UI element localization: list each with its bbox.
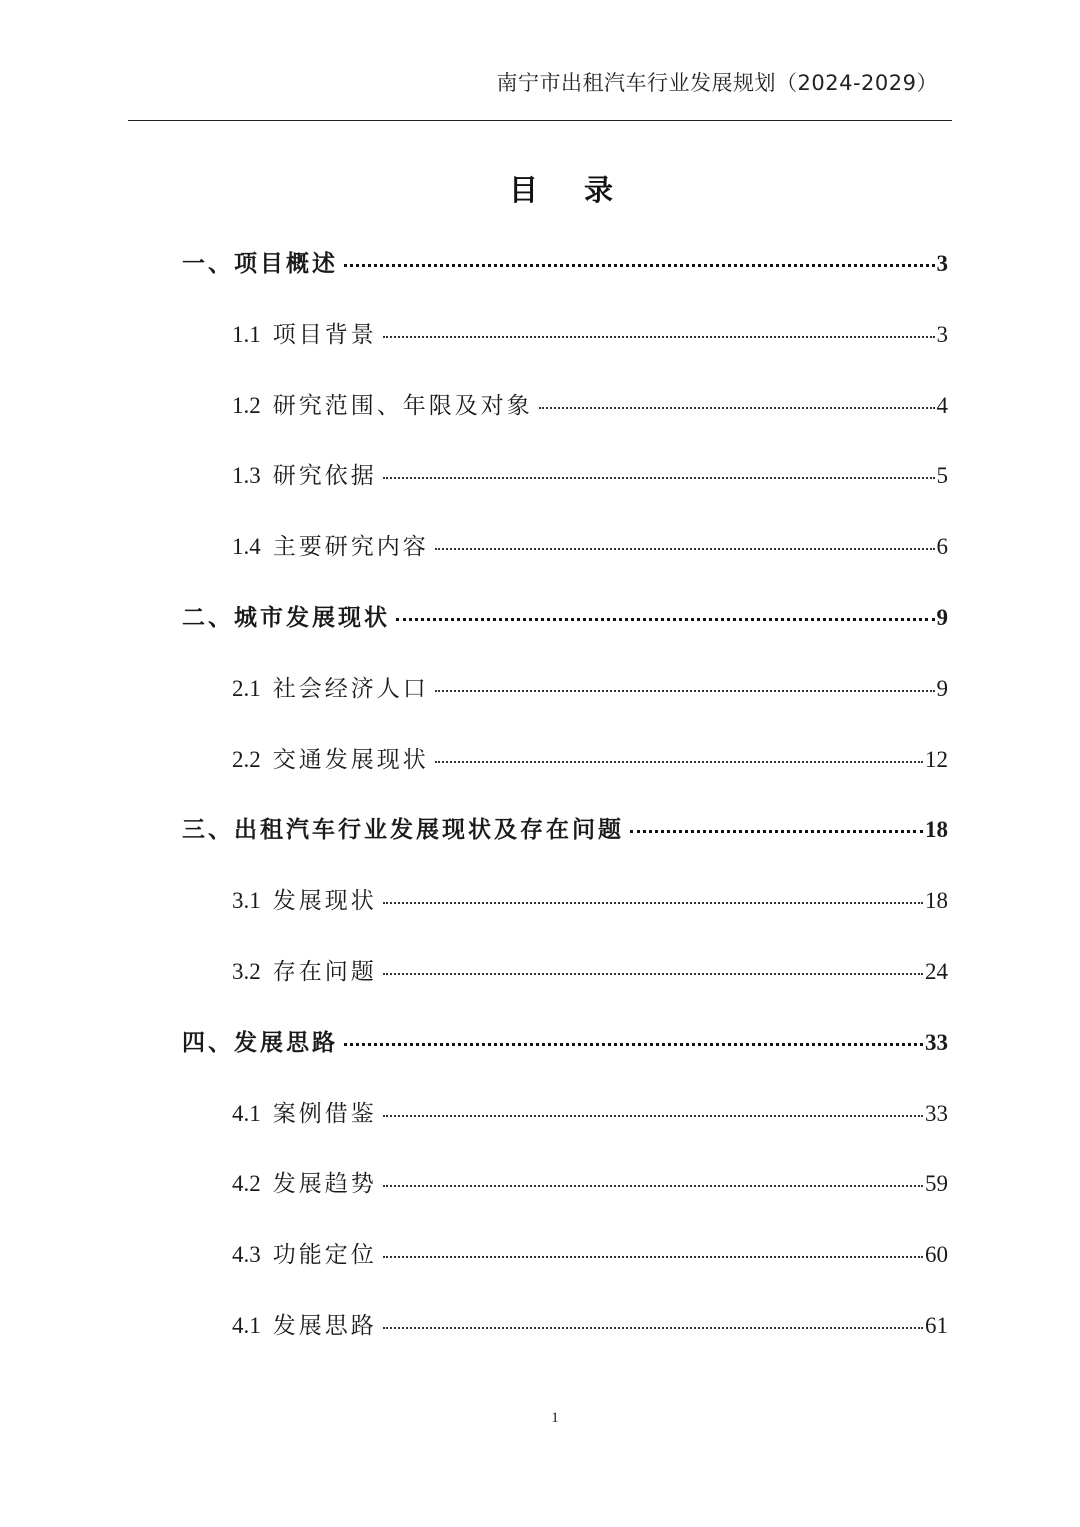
toc-entry-number: 1.3: [232, 463, 261, 489]
toc-leader-dots: [383, 477, 935, 479]
toc-entry-title: [232, 670, 429, 703]
toc-title: 目 录: [508, 173, 632, 207]
toc-entry[interactable]: [232, 457, 948, 497]
toc-entry-label: 功能定位: [272, 1242, 377, 1269]
toc-entry[interactable]: [232, 1165, 948, 1205]
toc-entry-label: 发展趋势: [272, 1171, 377, 1198]
toc-entry-label: 发展思路: [272, 1313, 377, 1339]
toc-entry[interactable]: [232, 1307, 948, 1347]
toc-leader-dots: [383, 336, 935, 338]
toc-entry-page: 9: [936, 605, 948, 630]
toc-entry-title: [232, 1307, 377, 1340]
toc-entry-number: 1.2: [232, 392, 261, 418]
toc-leader-dots: [383, 1256, 923, 1258]
toc-entry[interactable]: [182, 1024, 948, 1064]
toc-entry-page: 33: [925, 1100, 948, 1126]
toc-leader-dots: [344, 1043, 923, 1046]
toc-entry-label: 存在问题: [272, 959, 377, 985]
toc-leader-dots: [383, 902, 923, 904]
toc-entry-page: 3: [936, 321, 948, 347]
toc-leader-dots: [383, 1185, 923, 1187]
toc-entry[interactable]: [182, 599, 948, 639]
toc-entry[interactable]: [182, 245, 948, 285]
toc-entry-label: 二、城市发展现状: [182, 605, 390, 631]
toc-entry-title: [232, 316, 377, 349]
toc-entry-title: [182, 1024, 338, 1057]
toc-entry-number: 3.1: [232, 888, 261, 914]
toc-entry-number: 4.3: [232, 1242, 261, 1268]
toc-leader-dots: [435, 690, 935, 692]
toc-entry-label: 三、出租汽车行业发展现状及存在问题: [182, 817, 624, 844]
toc-leader-dots: [630, 830, 923, 833]
toc-entry-title: [182, 245, 338, 278]
toc-entry-title: [182, 811, 624, 844]
toc-entry[interactable]: [232, 1236, 948, 1276]
toc-entry-number: 2.1: [232, 675, 261, 701]
toc-leader-dots: [383, 1115, 923, 1117]
toc-entry-page: 24: [925, 959, 948, 984]
toc-entry-title: [232, 953, 377, 986]
toc-entry-label: 一、项目概述: [182, 251, 338, 277]
toc-entry[interactable]: [232, 387, 948, 427]
toc-entry-label: 案例借鉴: [272, 1100, 377, 1127]
toc-entry-number: 4.2: [232, 1171, 261, 1197]
toc-entry[interactable]: [232, 882, 948, 922]
toc-entry-number: 2.2: [232, 746, 261, 772]
toc-entry[interactable]: [232, 741, 948, 781]
toc-entry-title: [232, 457, 377, 490]
toc-entry-title: [232, 1236, 377, 1269]
toc-entry-number: 1.1: [232, 321, 261, 347]
toc-entry-title: [232, 741, 429, 774]
toc-entry-label: 交通发展现状: [272, 746, 429, 773]
toc-entry[interactable]: [232, 953, 948, 993]
toc-entry-title: [232, 1165, 377, 1198]
toc-entry-page: 5: [936, 463, 948, 489]
toc-entry-page: 18: [925, 817, 948, 843]
toc-entry-title: [232, 1095, 377, 1128]
toc-entry-title: [232, 882, 377, 915]
toc-leader-dots: [383, 1327, 923, 1329]
toc-entry-page: 12: [925, 746, 948, 772]
toc-entry-page: 6: [936, 534, 948, 560]
toc-entry-page: 3: [936, 251, 948, 276]
toc-entry-label: 社会经济人口: [272, 675, 429, 702]
toc-entry-label: 研究依据: [272, 463, 377, 490]
toc-entry-page: 59: [925, 1171, 948, 1197]
toc-entry[interactable]: [232, 1095, 948, 1135]
toc-entry-page: 33: [925, 1029, 948, 1055]
page-number: 1: [551, 1410, 559, 1426]
toc-leader-dots: [344, 264, 935, 267]
toc-entry-page: 60: [925, 1242, 948, 1268]
toc-leader-dots: [435, 548, 935, 550]
toc-entry[interactable]: [182, 811, 948, 851]
toc-entry-number: 3.2: [232, 959, 261, 984]
toc-entry-page: 18: [925, 888, 948, 914]
toc-entry-title: [232, 387, 533, 420]
toc-entry-number: 1.4: [232, 534, 261, 560]
toc-entry-number: 4.1: [232, 1100, 261, 1126]
toc-leader-dots: [383, 973, 923, 975]
toc-entry-title: [232, 528, 429, 561]
toc-entry-label: 研究范围、年限及对象: [272, 392, 533, 419]
toc-entry-page: 61: [925, 1313, 948, 1338]
toc-entry-label: 项目背景: [272, 321, 377, 348]
header-title: 南宁市出租汽车行业发展规划（2024-2029）: [496, 71, 938, 95]
toc-entry-label: 主要研究内容: [272, 534, 429, 561]
toc-entry-page: 9: [936, 675, 948, 701]
toc-entry[interactable]: [232, 316, 948, 356]
toc-entry[interactable]: [232, 670, 948, 710]
toc-entry-label: 四、发展思路: [182, 1029, 338, 1056]
toc-leader-dots: [435, 761, 923, 763]
toc-entry-number: 4.1: [232, 1313, 261, 1338]
toc-entry-title: [182, 599, 390, 632]
toc-leader-dots: [539, 407, 935, 409]
toc-leader-dots: [396, 618, 935, 621]
toc-entry-label: 发展现状: [272, 888, 377, 915]
toc-entry-page: 4: [936, 392, 948, 418]
toc-entry[interactable]: [232, 528, 948, 568]
